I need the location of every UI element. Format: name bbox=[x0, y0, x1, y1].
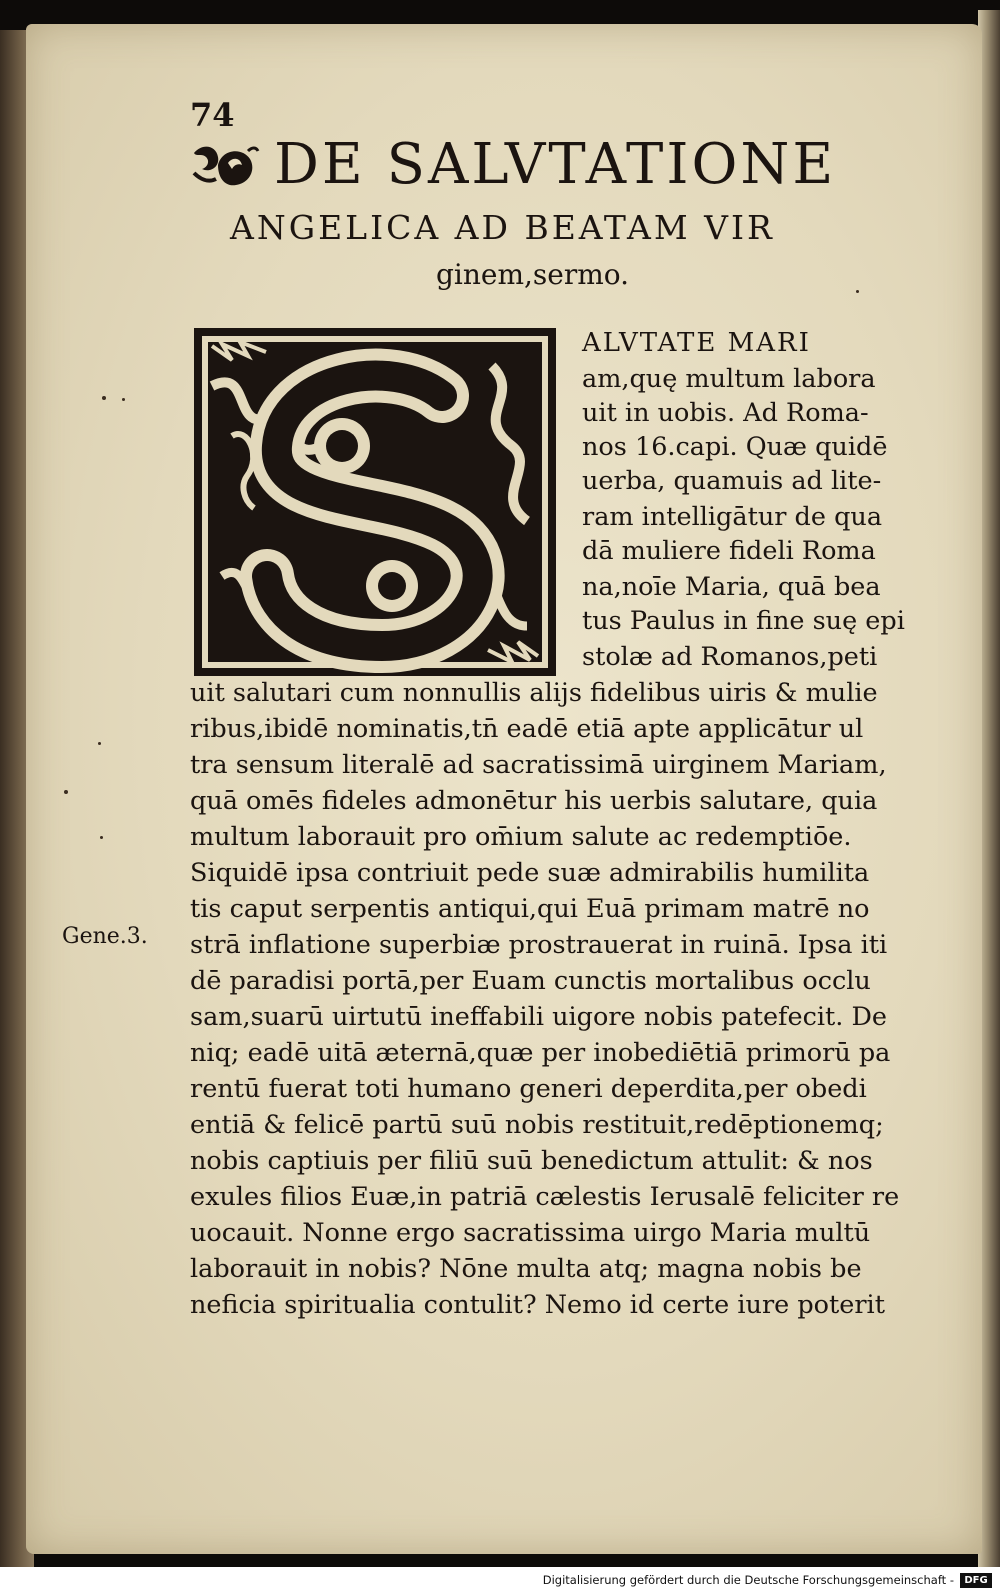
text-line: exules filios Euæ,in patriā cælestis Ierusalē feliciter re bbox=[190, 1182, 900, 1212]
text-line: ALVTATE MARI bbox=[582, 328, 811, 358]
fleuron-ornament-icon bbox=[188, 139, 260, 191]
text-line: ram intelligātur de qua bbox=[582, 502, 883, 532]
text-line: uit salutari cum nonnullis alijs fidelibus uiris & mulie bbox=[190, 678, 878, 708]
text-line: na,noīe Maria, quā bea bbox=[582, 572, 881, 602]
footer-bar bbox=[0, 1567, 1000, 1593]
text-line: uerba, quamuis ad lite- bbox=[582, 466, 882, 496]
text-line: nobis captiuis per filiū suū benedictum attulit: & nos bbox=[190, 1146, 873, 1176]
page-number: 74 bbox=[190, 96, 235, 134]
text-line: strā inflatione superbiæ prostrauerat in ruinā. Ipsa iti bbox=[190, 930, 888, 960]
text-line: Siquidē ipsa contriuit pede suæ admirabilis humilita bbox=[190, 858, 870, 888]
dfg-logo-icon: DFG bbox=[960, 1573, 992, 1588]
text-line: neficia spiritualia contulit? Nemo id certe iure poterit bbox=[190, 1290, 885, 1320]
title-main: DE SALVTATIONE bbox=[274, 132, 837, 197]
paper-speck bbox=[856, 290, 859, 293]
footer-credit: Digitalisierung gefördert durch die Deutsche Forschungsgemeinschaft - bbox=[542, 1573, 954, 1587]
text-line: quā omēs fideles admonētur his uerbis salutare, quia bbox=[190, 786, 878, 816]
text-line: tus Paulus in fine suę epi bbox=[582, 606, 905, 636]
text-line: ribus,ibidē nominatis,tn̄ eadē etiā apte applicātur ul bbox=[190, 714, 864, 744]
text-line: entiā & felicē partū suū nobis restituit,redēptionemq; bbox=[190, 1110, 884, 1140]
paper-speck bbox=[98, 742, 101, 745]
paper-speck bbox=[102, 396, 106, 400]
text-line: am,quę multum labora bbox=[582, 364, 876, 394]
paper-speck bbox=[100, 836, 103, 839]
title-subheading: ANGELICA AD BEATAM VIR bbox=[230, 208, 775, 247]
text-line: laborauit in nobis? Nōne multa atq; magna nobis be bbox=[190, 1254, 862, 1284]
title-heading bbox=[188, 132, 908, 197]
decorated-initial-s-icon bbox=[192, 326, 558, 678]
text-line: tis caput serpentis antiqui,qui Euā primam matrē no bbox=[190, 894, 870, 924]
marginal-note: Gene.3. bbox=[62, 924, 148, 949]
text-line: rentū fuerat toti humano generi deperdita,per obedi bbox=[190, 1074, 867, 1104]
text-line: sam,suarū uirtutū ineffabili uigore nobis patefecit. De bbox=[190, 1002, 888, 1032]
text-line: stolæ ad Romanos,peti bbox=[582, 642, 878, 672]
text-line: tra sensum literalē ad sacratissimā uirginem Mariam, bbox=[190, 750, 887, 780]
text-line: dā muliere fideli Roma bbox=[582, 536, 876, 566]
text-line: dē paradisi portā,per Euam cunctis mortalibus occlu bbox=[190, 966, 871, 996]
text-line: niq; eadē uitā æternā,quæ per inobediētiā primorū pa bbox=[190, 1038, 891, 1068]
text-line: nos 16.capi. Quæ quidē bbox=[582, 432, 888, 462]
title-subheading-end: ginem,sermo. bbox=[436, 258, 630, 291]
paper-speck bbox=[64, 790, 68, 794]
paper-speck bbox=[122, 398, 125, 401]
text-line: multum laborauit pro om̄ium salute ac redemptiōe. bbox=[190, 822, 852, 852]
text-line: uocauit. Nonne ergo sacratissima uirgo Maria multū bbox=[190, 1218, 871, 1248]
text-line: uit in uobis. Ad Roma- bbox=[582, 398, 869, 428]
